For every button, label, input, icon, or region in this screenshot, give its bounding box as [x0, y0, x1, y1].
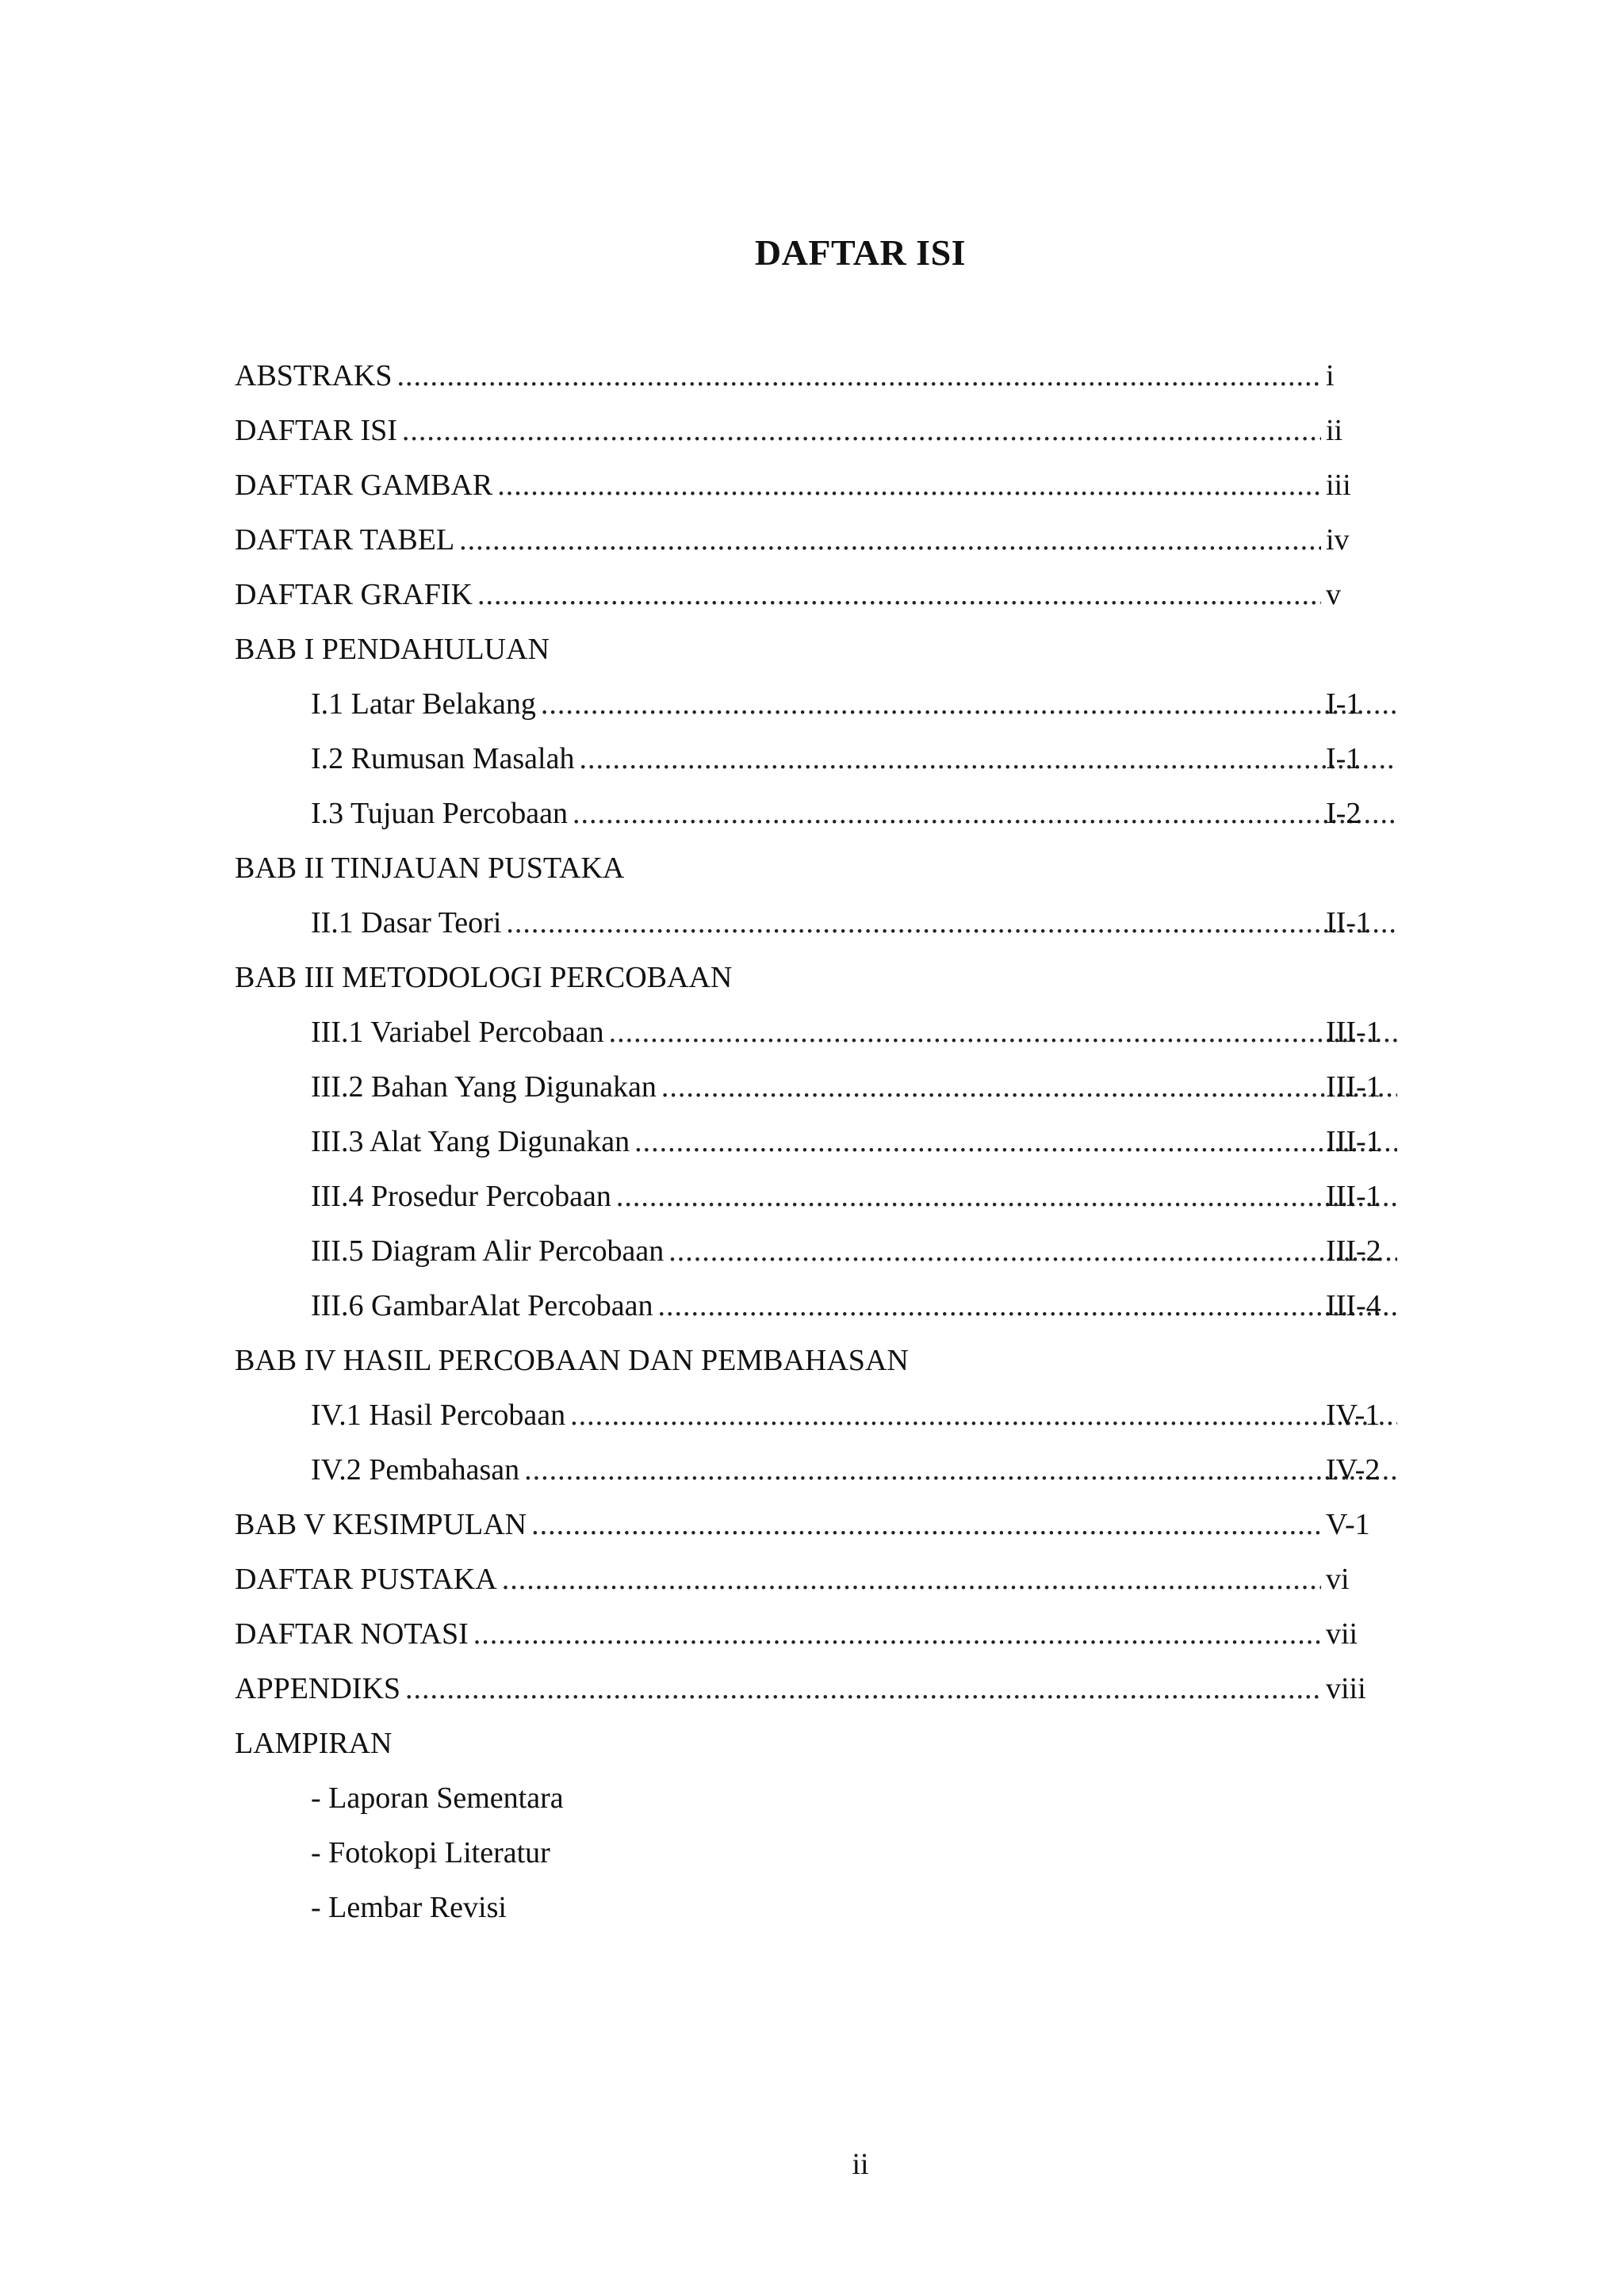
- toc-entry-page: I-2: [1326, 797, 1362, 830]
- toc-entry-page: III-4: [1326, 1289, 1381, 1322]
- toc-entry-daftar-gambar: [235, 458, 1392, 513]
- toc-entry-daftar-grafik: [235, 568, 1392, 622]
- dot-leader: [497, 458, 1321, 513]
- toc-chapter-bab-1: [235, 622, 1392, 677]
- toc-entry-label: I.1 Latar Belakang: [311, 677, 541, 732]
- toc-entry-page: I-1: [1326, 742, 1362, 775]
- toc-entry-label: BAB IV HASIL PERCOBAAN DAN PEMBAHASAN: [235, 1334, 914, 1388]
- toc-entry-page: I-1: [1326, 687, 1362, 721]
- toc-entry-label: III.2 Bahan Yang Digunakan: [311, 1060, 661, 1115]
- dot-leader: [473, 1607, 1321, 1662]
- toc-entry-3-3: [235, 1115, 1392, 1169]
- toc-entry-label: IV.1 Hasil Percobaan: [311, 1388, 570, 1443]
- toc-entry-page: i: [1326, 359, 1335, 392]
- toc-entry-page: vi: [1326, 1563, 1350, 1596]
- toc-entry-label: DAFTAR TABEL: [235, 513, 459, 568]
- toc-entry-label: III.4 Prosedur Percobaan: [311, 1169, 616, 1224]
- toc-entry-lampiran: [235, 1716, 1392, 1771]
- dot-leader: [668, 1224, 1397, 1279]
- toc-entry-page: III-1: [1326, 1070, 1381, 1104]
- toc-entry-label: APPENDIKS: [235, 1662, 405, 1716]
- toc-entry-page: II-1: [1326, 906, 1371, 939]
- toc-entry-label: BAB V KESIMPULAN: [235, 1498, 531, 1552]
- toc-entry-label: IV.2 Pembahasan: [311, 1443, 524, 1498]
- toc-entry-label: BAB III METODOLOGI PERCOBAAN: [235, 951, 737, 1005]
- toc-entry-4-2: [235, 1443, 1392, 1498]
- dot-leader: [402, 404, 1321, 458]
- dot-leader: [616, 1169, 1397, 1224]
- dot-leader: [634, 1115, 1397, 1169]
- toc-entry-page: IV-1: [1326, 1399, 1381, 1432]
- toc-entry-daftar-pustaka: [235, 1552, 1392, 1607]
- toc-entry-page: V-1: [1326, 1508, 1370, 1541]
- toc-chapter-bab-2: [235, 841, 1392, 896]
- toc-entry-page: vii: [1326, 1617, 1358, 1651]
- dot-leader: [579, 732, 1397, 786]
- lampiran-item: - Laporan Sementara: [311, 1781, 564, 1815]
- toc-entry-label: DAFTAR NOTASI: [235, 1607, 473, 1662]
- dot-leader: [405, 1662, 1321, 1716]
- toc-entry-daftar-tabel: [235, 513, 1392, 568]
- toc-entry-3-4: [235, 1169, 1392, 1224]
- toc-entry-3-6: [235, 1279, 1392, 1334]
- dot-leader: [661, 1060, 1397, 1115]
- toc-entry-page: iv: [1326, 523, 1350, 557]
- toc-entry-page: ii: [1326, 414, 1343, 447]
- toc-chapter-bab-3: [235, 951, 1392, 1005]
- toc-entry-label: BAB I PENDAHULUAN: [235, 622, 554, 677]
- lampiran-item: - Lembar Revisi: [311, 1891, 507, 1924]
- toc-entry-label: BAB II TINJAUAN PUSTAKA: [235, 841, 629, 896]
- toc-entry-abstraks: [235, 349, 1392, 404]
- dot-leader: [502, 1552, 1321, 1607]
- toc-entry-daftar-isi: [235, 404, 1392, 458]
- dot-leader: [459, 513, 1321, 568]
- toc-entry-label: I.3 Tujuan Percobaan: [311, 786, 573, 841]
- toc-entry-page: III-1: [1326, 1180, 1381, 1213]
- toc-entry-label: DAFTAR GRAFIK: [235, 568, 477, 622]
- toc-entry-label: DAFTAR GAMBAR: [235, 458, 497, 513]
- toc-entry-page: III-2: [1326, 1234, 1381, 1268]
- toc-entry-label: III.5 Diagram Alir Percobaan: [311, 1224, 668, 1279]
- table-of-contents: [235, 349, 1392, 1935]
- toc-entry-label: DAFTAR ISI: [235, 404, 402, 458]
- toc-entry-label: LAMPIRAN: [235, 1716, 396, 1771]
- toc-entry-4-1: [235, 1388, 1392, 1443]
- toc-entry-page: viii: [1326, 1672, 1366, 1705]
- page-number: ii: [852, 2148, 869, 2181]
- toc-entry-label: ABSTRAKS: [235, 349, 397, 404]
- toc-entry-label: DAFTAR PUSTAKA: [235, 1552, 502, 1607]
- toc-entry-label: II.1 Dasar Teori: [311, 896, 506, 951]
- toc-entry-page: III-1: [1326, 1016, 1381, 1049]
- toc-entry-1-2: [235, 732, 1392, 786]
- toc-entry-1-1: [235, 677, 1392, 732]
- toc-entry-page: iii: [1326, 469, 1351, 502]
- dot-leader: [658, 1279, 1397, 1334]
- dot-leader: [477, 568, 1321, 622]
- lampiran-item: - Fotokopi Literatur: [311, 1836, 550, 1869]
- toc-entry-daftar-notasi: [235, 1607, 1392, 1662]
- toc-entry-appendiks: [235, 1662, 1392, 1716]
- toc-chapter-bab-4: [235, 1334, 1392, 1388]
- dot-leader: [541, 677, 1397, 732]
- dot-leader: [570, 1388, 1397, 1443]
- toc-entry-page: v: [1326, 578, 1341, 611]
- dot-leader: [531, 1498, 1321, 1552]
- toc-entry-label: I.2 Rumusan Masalah: [311, 732, 579, 786]
- toc-entry-label: III.1 Variabel Percobaan: [311, 1005, 609, 1060]
- toc-entry-3-5: [235, 1224, 1392, 1279]
- dot-leader: [609, 1005, 1397, 1060]
- dot-leader: [573, 786, 1397, 841]
- toc-entry-page: III-1: [1326, 1125, 1381, 1158]
- toc-entry-page: IV-2: [1326, 1453, 1381, 1487]
- dot-leader: [506, 896, 1397, 951]
- toc-entry-bab-5: [235, 1498, 1392, 1552]
- dot-leader: [397, 349, 1322, 404]
- toc-entry-3-2: [235, 1060, 1392, 1115]
- toc-entry-3-1: [235, 1005, 1392, 1060]
- toc-entry-1-3: [235, 786, 1392, 841]
- toc-entry-label: III.6 GambarAlat Percobaan: [311, 1279, 658, 1334]
- toc-entry-label: III.3 Alat Yang Digunakan: [311, 1115, 634, 1169]
- page-title: DAFTAR ISI: [754, 232, 967, 273]
- toc-entry-2-1: [235, 896, 1392, 951]
- dot-leader: [524, 1443, 1397, 1498]
